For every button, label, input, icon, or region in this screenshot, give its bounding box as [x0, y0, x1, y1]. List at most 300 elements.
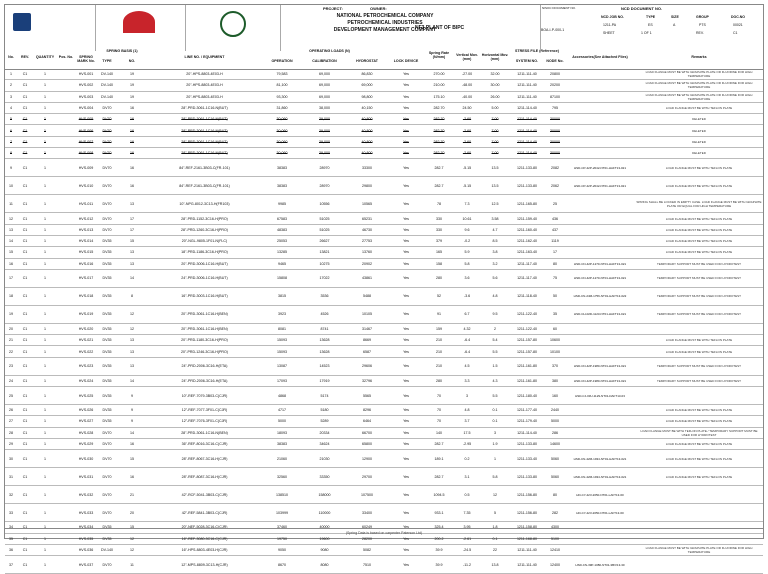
row-hyd: 31467 [347, 323, 387, 334]
row-pos [57, 224, 75, 235]
row-sys: 1211-122-40 [509, 323, 545, 334]
row-pos [57, 468, 75, 486]
row-node: 2062 [545, 177, 565, 195]
row-vert: -40.00 [453, 91, 481, 102]
table-row [5, 125, 763, 136]
company-title-line1: NATIONAL PETROCHEMICAL COMPANY [336, 13, 434, 19]
table-row [5, 405, 763, 416]
row-rev: C1 [17, 556, 33, 574]
row-pos [57, 80, 75, 91]
row-lock: Yes [387, 556, 425, 574]
row-cal: 5289 [302, 416, 347, 427]
row-mark: HVS-029 [75, 438, 97, 449]
row-pos [57, 387, 75, 405]
row-qty: 1 [33, 427, 57, 438]
row-qty: 1 [33, 486, 57, 504]
row-cal: 14523 [302, 357, 347, 375]
row-node: 282 [545, 504, 565, 522]
row-cal: 51025 [302, 224, 347, 235]
row-lock: Yes [387, 450, 425, 468]
row-node: 14600 [545, 438, 565, 449]
row-lock: Yes [387, 159, 425, 177]
row-acc: HSD-CN-24M-1756-NT01-HAFT13-022 [565, 287, 635, 305]
row-sno: 13 [117, 357, 147, 375]
row-sys: 1211-114-40 [509, 148, 545, 159]
row-hor: 1 [481, 450, 509, 468]
row-hor: 4.7 [481, 224, 509, 235]
row-vert: -2.60 [453, 148, 481, 159]
row-mark: HVS-006 [75, 125, 97, 136]
row-node: 5000 [545, 416, 565, 427]
row-no: 28 [5, 427, 17, 438]
row-mark: HVS-023 [75, 357, 97, 375]
rev-label: REV. [696, 31, 704, 35]
row-pos [57, 69, 75, 80]
row-acc [565, 416, 635, 427]
row-rate: 330 [425, 213, 453, 224]
row-line: 20"-NGL-9805-1F01-N(FLC) [147, 235, 262, 246]
row-cal: 13628 [302, 346, 347, 357]
row-op: 38383 [262, 438, 302, 449]
row-no: 37 [5, 556, 17, 574]
row-sys: 1211-162-40 [509, 235, 545, 246]
row-sno: 16 [117, 468, 147, 486]
row-no: 14 [5, 235, 17, 246]
row-cal: 5174 [302, 387, 347, 405]
row-rem: LOAD FLANGE MUST BE WITH GRAPHITE PLATE OR FLUORINE FOR HIGH TEMPERATURE [635, 80, 763, 91]
row-cal: 8080 [302, 556, 347, 574]
row-acc [565, 136, 635, 147]
table-row [5, 346, 763, 357]
row-node: 17 [545, 247, 565, 258]
row-rate: 282.70 [425, 114, 453, 125]
row-hyd: 69,000 [347, 80, 387, 91]
row-mark: HVS-026 [75, 405, 97, 416]
row-node: 20800 [545, 69, 565, 80]
row-rate: 158 [425, 258, 453, 269]
row-rem [635, 387, 763, 405]
row-sno: 19 [117, 91, 147, 102]
row-sno: 15 [117, 522, 147, 533]
row-line: 28"-PRD-3061-1C16-N(BUT) [147, 125, 262, 136]
row-sno: 13 [117, 195, 147, 213]
row-rem: DELETED [635, 114, 763, 125]
row-rev: C1 [17, 269, 33, 287]
row-sys: 1211-111-40 [509, 544, 545, 555]
row-sys: 1211-165-80 [509, 195, 545, 213]
row-hyd: 46730 [347, 224, 387, 235]
row-node: 75 [545, 269, 565, 287]
row-mark: HVS-003 [75, 91, 97, 102]
table-row [5, 468, 763, 486]
row-vert: 4.8 [453, 405, 481, 416]
row-no: 5 [5, 114, 17, 125]
row-rate: 165 [425, 247, 453, 258]
row-sys: 1211-161-80 [509, 357, 545, 375]
row-vert: 4.32 [453, 323, 481, 334]
row-lock: Yes [387, 427, 425, 438]
row-hor: 3 [481, 427, 509, 438]
table-row [5, 69, 763, 80]
row-acc: HSD-CN-39P-1080-NT01-3B/V13-30 [565, 556, 635, 574]
row-type: DV35 [97, 258, 117, 269]
doc-val-3: PTS [699, 23, 706, 27]
row-type: DV70 [97, 102, 117, 113]
doc-val-2: A [673, 23, 676, 27]
row-node: 795 [545, 102, 565, 113]
row-no: 7 [5, 136, 17, 147]
row-line: 28"-PRD-3061-1C16-N(BUT) [147, 114, 262, 125]
row-acc: HSD-CH-02D-1123-NT01-HAFT13-021 [565, 305, 635, 323]
row-vert: 4.5 [453, 357, 481, 375]
row-rev: C1 [17, 387, 33, 405]
row-pos [57, 148, 75, 159]
doc-val-1: ES [648, 23, 653, 27]
row-type: DV35 [97, 346, 117, 357]
col-pos: Pos. No. [58, 55, 74, 59]
row-rev: C1 [17, 102, 33, 113]
row-acc: HSD-CN-42P-1270-NT01-HAFT13-021 [565, 269, 635, 287]
row-qty: 1 [33, 159, 57, 177]
row-sno: 13 [117, 247, 147, 258]
row-hor: 5.5 [481, 346, 509, 357]
row-cal: 26627 [302, 235, 347, 246]
row-vert: 0.5 [453, 486, 481, 504]
row-vert: 6.7 [453, 305, 481, 323]
row-acc [565, 335, 635, 346]
row-no: 9 [5, 159, 17, 177]
company-title-line3: DEVELOPMENT MANAGEMENT COMPANY [333, 27, 437, 33]
owner-logo-icon [220, 11, 246, 37]
row-type: DV70 [97, 195, 117, 213]
col-spring-rate: Spring Rate (N/mm) [428, 51, 450, 59]
row-rev: C1 [17, 159, 33, 177]
row-node: 286 [545, 427, 565, 438]
row-lock: Yes [387, 544, 425, 555]
row-pos [57, 438, 75, 449]
row-rate: 91 [425, 305, 453, 323]
row-sno: 13 [117, 258, 147, 269]
row-sys: 1211-133-80 [509, 468, 545, 486]
row-mark: HVS-032 [75, 486, 97, 504]
row-rate: 282.70 [425, 148, 453, 159]
row-qty: 1 [33, 91, 57, 102]
row-op: 5000 [262, 416, 302, 427]
row-vert: -2.95 [453, 438, 481, 449]
row-acc [565, 544, 635, 555]
row-rev: C1 [17, 69, 33, 80]
row-line: 84"-REF-2161-3B03-C(FR-101) [147, 159, 262, 177]
row-mark: HVS-022 [75, 346, 97, 357]
row-type: DV70 [97, 136, 117, 147]
row-mark: HVS-004 [75, 102, 97, 113]
row-vert: -2.60 [453, 125, 481, 136]
row-lock: Yes [387, 533, 425, 544]
row-vert: 5.9 [453, 247, 481, 258]
doc-col-2: SIZE [671, 15, 679, 19]
row-node: 160 [545, 387, 565, 405]
row-op: 30,060 [262, 125, 302, 136]
row-node: 1119 [545, 235, 565, 246]
row-type: DV-140 [97, 544, 117, 555]
row-pos [57, 91, 75, 102]
row-rem: TEMPORARY SUPPORT MUST BE USED FOR HYDROTEST [635, 357, 763, 375]
row-qty: 1 [33, 125, 57, 136]
row-lock: Yes [387, 69, 425, 80]
row-lock: Yes [387, 235, 425, 246]
row-pos [57, 357, 75, 375]
row-type: DV35 [97, 323, 117, 334]
row-sys: 1211-111-40 [509, 91, 545, 102]
row-vert: 0.2 [453, 450, 481, 468]
row-mark: HVS-001 [75, 69, 97, 80]
row-pos [57, 247, 75, 258]
column-headers [5, 49, 763, 69]
row-line: 28"-PRD-3061-1C16-N(BEN) [147, 427, 262, 438]
row-op: 38383 [262, 159, 302, 177]
row-op: 4868 [262, 387, 302, 405]
row-op: 3815 [262, 287, 302, 305]
row-pos [57, 346, 75, 357]
row-mark: HVS-009 [75, 159, 97, 177]
row-vert: 3.7 [453, 416, 481, 427]
row-vert: 9.6 [453, 224, 481, 235]
row-sys: 1211-177-40 [509, 405, 545, 416]
row-type: DV-140 [97, 69, 117, 80]
row-cal: 13821 [302, 247, 347, 258]
row-rev: C1 [17, 213, 33, 224]
row-rate: 282.7 [425, 177, 453, 195]
row-lock: Yes [387, 346, 425, 357]
row-hor: 3.58 [481, 213, 509, 224]
row-line: 16"-PRD-3003-1C16-H(BUT) [147, 287, 262, 305]
row-rev: C1 [17, 357, 33, 375]
row-lock: Yes [387, 177, 425, 195]
row-op: 15093 [262, 335, 302, 346]
row-no: 16 [5, 258, 17, 269]
row-rate: 330 [425, 224, 453, 235]
row-node: 436 [545, 213, 565, 224]
doc-col-4: DOC.NO [731, 15, 745, 19]
row-vert: 17.5 [453, 427, 481, 438]
row-line: 16"-HPS-8803-4E03-H(CJR) [147, 544, 262, 555]
row-op: 79,583 [262, 69, 302, 80]
row-rev: C1 [17, 346, 33, 357]
row-rev: C1 [17, 504, 33, 522]
row-vert: -6.4 [453, 335, 481, 346]
row-no: 29 [5, 438, 17, 449]
row-hyd: 28200 [347, 533, 387, 544]
row-no: 2 [5, 80, 17, 91]
row-mark: HVS-005 [75, 114, 97, 125]
row-rem: LOAD FLANGE MUST BE WITH TEFLON PLATE [635, 335, 763, 346]
row-hor: 7.00 [481, 136, 509, 147]
row-no: 10 [5, 177, 17, 195]
row-sno: 19 [117, 80, 147, 91]
row-hor: 1.8 [481, 522, 509, 533]
row-type: DV35 [97, 533, 117, 544]
row-vert: -2.60 [453, 114, 481, 125]
row-op: 3923 [262, 305, 302, 323]
doc-top-left: NISOC DOCUMENT NO. [542, 6, 576, 10]
row-type: DV70 [97, 556, 117, 574]
row-cal: 51025 [302, 213, 347, 224]
doc-caption: NCD DOCUMENT NO. [621, 6, 663, 11]
table-row [5, 287, 763, 305]
row-cal: 39,000 [302, 136, 347, 147]
row-rate: 280 [425, 375, 453, 386]
row-acc [565, 125, 635, 136]
row-op: 38383 [262, 177, 302, 195]
row-op: 17093 [262, 375, 302, 386]
row-qty: 1 [33, 80, 57, 91]
row-vert: -3.6 [453, 287, 481, 305]
row-rev: C1 [17, 114, 33, 125]
row-lock: Yes [387, 438, 425, 449]
row-acc: HSD-CP-42P-2042-NT01-HAFT13-021 [565, 159, 635, 177]
table-row [5, 450, 763, 468]
row-line: 16"-REF-3080-3C16-C(CJR) [147, 533, 262, 544]
row-rem: LOAD FLANGE MUST BE WITH TEFLON PLATE [635, 416, 763, 427]
row-cal: 40000 [302, 522, 347, 533]
table-row [5, 305, 763, 323]
row-type: DV70 [97, 114, 117, 125]
row-rate: 282.70 [425, 102, 453, 113]
row-line: 84"-REF-2161-3B03-C(FR-101) [147, 177, 262, 195]
table-row [5, 136, 763, 147]
row-rem: TEMPORARY SUPPORT MUST BE USED FOR HYDROTEST [635, 287, 763, 305]
row-rate: 189.1 [425, 450, 453, 468]
row-type: DV35 [97, 269, 117, 287]
row-no: 12 [5, 213, 17, 224]
row-rem: LOAD FLANGE MUST BE WITH TEFLON PLATE [635, 177, 763, 195]
row-mark: HVS-034 [75, 522, 97, 533]
row-cal: 69,000 [302, 69, 347, 80]
row-acc: HSD-CP-42P-2042-NT01-HAFT13-021 [565, 177, 635, 195]
row-line: 24"-PRD-2006-3C16-H(ETA) [147, 375, 262, 386]
row-rate: 210 [425, 335, 453, 346]
row-line: 28"-PRD-3061-1C16-N(BUT) [147, 148, 262, 159]
row-mark: HVS-007 [75, 136, 97, 147]
row-line: 10"-REF-7079-3B03-C(CJR) [147, 387, 262, 405]
owner-label: OWNER: [370, 6, 387, 11]
row-type: DV70 [97, 177, 117, 195]
row-rem: LOAD FLANGE MUST BE WITH TEFLON PLATE [635, 468, 763, 486]
row-type: DV35 [97, 357, 117, 375]
table-row [5, 387, 763, 405]
col-spring-basis: SPRING BASIS (1) [106, 49, 138, 53]
row-cal: 158000 [302, 486, 347, 504]
row-op: 21060 [262, 450, 302, 468]
row-vert: 7.35 [453, 504, 481, 522]
row-qty: 1 [33, 405, 57, 416]
row-pos [57, 269, 75, 287]
row-rev: C1 [17, 416, 33, 427]
row-op: 30,060 [262, 148, 302, 159]
footer-note: (Spring Data is based on carpenter Paterson Ltd) [5, 528, 763, 538]
row-lock: Yes [387, 305, 425, 323]
row-vert: 3.95 [453, 522, 481, 533]
row-type: DV70 [97, 224, 117, 235]
row-hyd: 65800 [347, 438, 387, 449]
row-rem: TEMPORARY SUPPORT MUST BE USED FOR HYDROTEST [635, 305, 763, 323]
row-sys: 1211-161-80 [509, 375, 545, 386]
row-sys: 1211-114-40 [509, 102, 545, 113]
row-hor: 1.5 [481, 357, 509, 375]
row-type: DV35 [97, 335, 117, 346]
row-pos [57, 335, 75, 346]
row-hor: 5.6 [481, 269, 509, 287]
row-line: 12"-REF-7077-3F01-C(CJR) [147, 405, 262, 416]
row-node: 10100 [545, 346, 565, 357]
row-rev: C1 [17, 136, 33, 147]
row-sno: 8 [117, 287, 147, 305]
row-pos [57, 287, 75, 305]
col-calibration: CALIBRATION [312, 59, 337, 63]
row-cal: 39,000 [302, 125, 347, 136]
row-qty: 1 [33, 504, 57, 522]
row-no: 35 [5, 533, 17, 544]
row-pos [57, 195, 75, 213]
row-mark: HVS-015 [75, 247, 97, 258]
row-no: 13 [5, 224, 17, 235]
row-hor: 5 [481, 504, 509, 522]
table-row [5, 224, 763, 235]
row-lock: Yes [387, 375, 425, 386]
row-acc [565, 224, 635, 235]
col-node: NODE No. [546, 59, 564, 63]
row-sno: 14 [117, 427, 147, 438]
row-node: 12410 [545, 544, 565, 555]
row-line: 20"-HPS-8803-4E03-H [147, 69, 262, 80]
row-op: 48383 [262, 224, 302, 235]
row-lock: Yes [387, 522, 425, 533]
row-sys: 1211-159-40 [509, 213, 545, 224]
row-node: 20200 [545, 80, 565, 91]
table-row [5, 416, 763, 427]
row-cal: 10556 [302, 195, 347, 213]
row-no: 30 [5, 450, 17, 468]
row-no: 25 [5, 387, 17, 405]
row-rem: DELETED [635, 125, 763, 136]
row-rem [635, 486, 763, 504]
row-hor: 13.5 [481, 159, 509, 177]
row-acc: HSD-CN-42M-1934-NT01-HAFT13-021 [565, 450, 635, 468]
row-acc [565, 114, 635, 125]
row-rem: LOAD FLANGE MUST BE WITH TEFLON PLATE [635, 450, 763, 468]
row-line: 20"-PRD-3061-1C16-H(BEN) [147, 305, 262, 323]
row-node: 25 [545, 195, 565, 213]
row-hyd: 107500 [347, 486, 387, 504]
row-sys: 1211-114-40 [509, 136, 545, 147]
row-qty: 1 [33, 533, 57, 544]
row-hyd: 29800 [347, 177, 387, 195]
row-vert: -5.15 [453, 177, 481, 195]
col-type: TYPE [102, 59, 112, 63]
row-vert: -5.15 [453, 159, 481, 177]
row-vert: 10.61 [453, 213, 481, 224]
row-sys: 1211-133-80 [509, 438, 545, 449]
row-sno: 17 [117, 224, 147, 235]
row-qty: 1 [33, 69, 57, 80]
row-rate: 78 [425, 195, 453, 213]
row-type: DV70 [97, 125, 117, 136]
row-no: 34 [5, 522, 17, 533]
row-pos [57, 305, 75, 323]
row-mark: HVS-019 [75, 305, 97, 323]
row-hyd: 10565 [347, 195, 387, 213]
row-rate: 933.1 [425, 504, 453, 522]
